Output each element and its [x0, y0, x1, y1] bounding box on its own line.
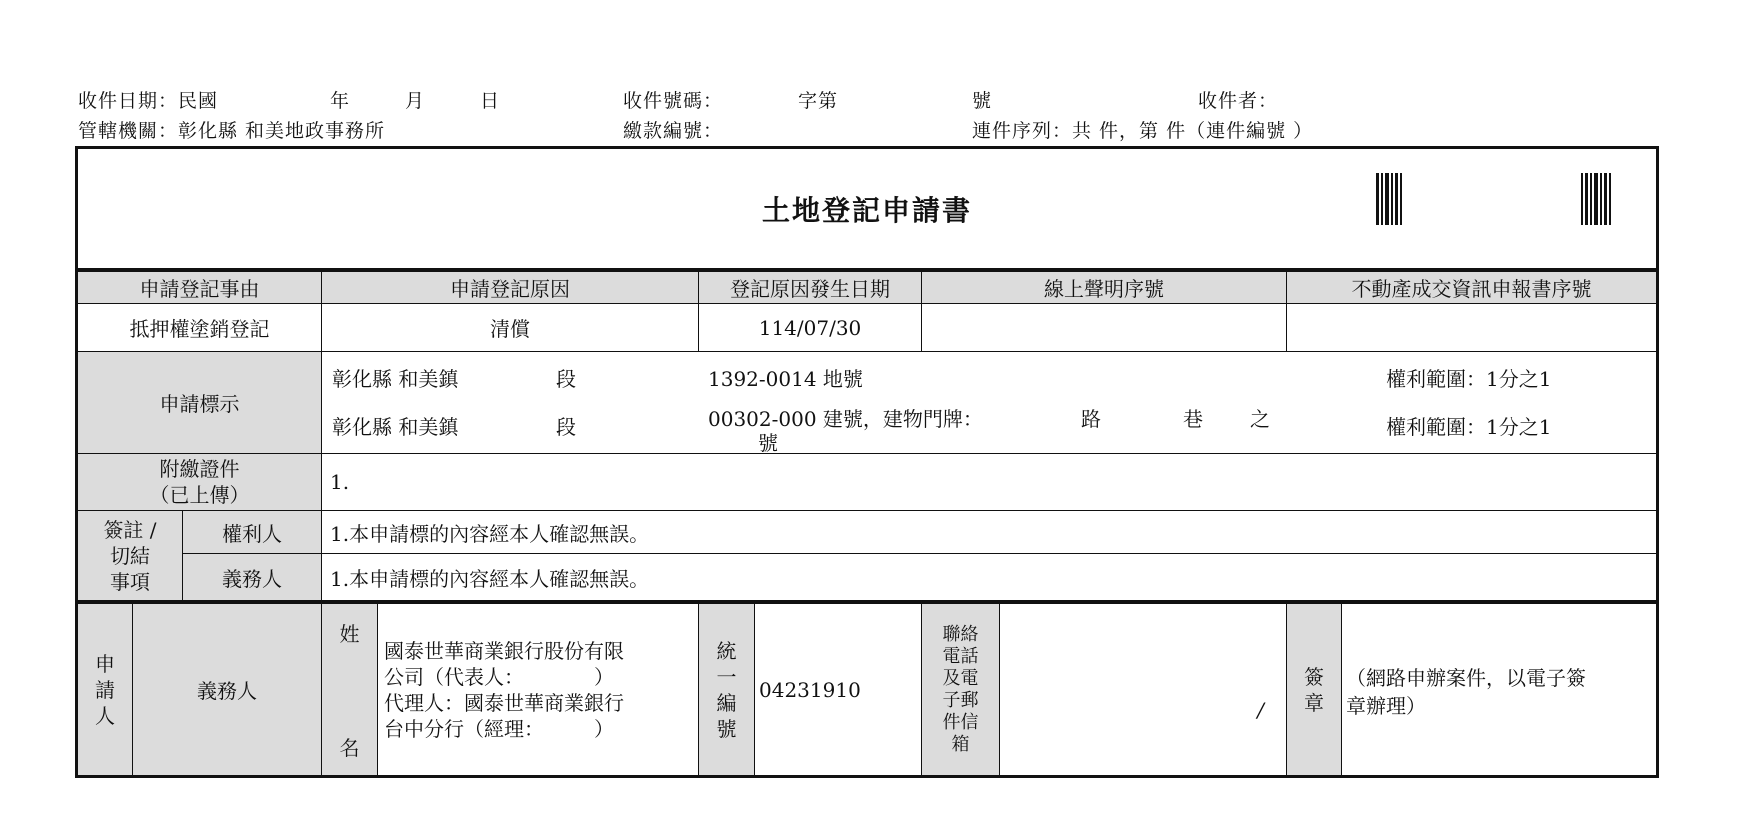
notes-label-line3: 事項: [110, 569, 150, 594]
target-1-place: 彰化縣 和美鎮: [332, 367, 459, 391]
target-2-scope: 權利範圍：1分之1: [1386, 415, 1552, 439]
name-line-1: 國泰世華商業銀行股份有限: [384, 638, 624, 663]
form-title: 土地登記申請書: [78, 149, 1656, 269]
rights-holder-note: 1.本申請標的內容經本人確認無誤。: [322, 511, 1656, 554]
receive-date-label: 收件日期：民國: [78, 90, 219, 112]
attachment-label-line2: （已上傳）: [149, 483, 250, 507]
target-2-end: 號: [758, 431, 778, 455]
land-registration-form: [75, 146, 1659, 778]
cause-value: 清償: [322, 304, 699, 352]
target-label: 申請標示: [78, 352, 322, 454]
name-line-3: 代理人：國泰世華商業銀行: [384, 690, 624, 715]
name-label: 姓 名: [322, 601, 378, 775]
receive-no-label: 收件號碼：: [623, 90, 724, 112]
reason-matter-value: 抵押權塗銷登記: [78, 304, 322, 352]
sign-value: （網路申辦案件，以電子簽 章辦理）: [1342, 601, 1656, 775]
header-date: 登記原因發生日期: [699, 269, 922, 304]
target-2-place: 彰化縣 和美鎮: [332, 415, 459, 439]
date-value: 114/07/30: [699, 304, 922, 352]
jurisdiction: 管轄機關：彰化縣 和美地政事務所: [78, 120, 386, 142]
day-label: 日: [480, 90, 501, 112]
name-value: [378, 601, 699, 775]
notes-label-line1: 簽註 /: [103, 517, 157, 542]
target-1-scope: 權利範圍：1分之1: [1386, 367, 1552, 391]
name-line-2: 公司（代表人： ）: [384, 664, 614, 689]
applicant-label: 申 請 人: [78, 601, 133, 775]
barcode-right: [1581, 173, 1613, 225]
payment-no-label: 繳款編號：: [623, 120, 724, 142]
barcode-left: [1376, 173, 1404, 225]
name-line-4: 台中分行（經理： ）: [384, 716, 614, 741]
contact-label: 聯絡 電話 及電 子郵 件信 箱: [922, 601, 1000, 775]
applicant-role: 義務人: [133, 601, 322, 775]
notes-label: [78, 511, 183, 601]
id-value: 04231910: [755, 601, 922, 775]
char-no-label: 字第: [798, 90, 839, 112]
hao-label: 號: [972, 90, 993, 112]
attachment-label-line1: 附繳證件: [159, 457, 240, 481]
attachment-value: 1.: [322, 454, 1656, 511]
header-online-no: 線上聲明序號: [922, 269, 1287, 304]
online-no-value: [922, 304, 1287, 352]
attachment-label: [78, 454, 322, 511]
target-2-number: 00302-000 建號，建物門牌：: [708, 407, 983, 431]
year-label: 年: [330, 90, 351, 112]
target-2-section: 段: [556, 415, 576, 439]
rights-holder-label: 權利人: [183, 511, 322, 554]
header-cause: 申請登記原因: [322, 269, 699, 304]
trade-no-value: [1287, 304, 1656, 352]
obligor-label: 義務人: [183, 554, 322, 601]
target-2-road: 路: [1081, 407, 1101, 431]
header-trade-no: 不動產成交資訊申報書序號: [1287, 269, 1656, 304]
obligor-note: 1.本申請標的內容經本人確認無誤。: [322, 554, 1656, 601]
contact-value: /: [1000, 601, 1287, 775]
id-label: 統 一 編 號: [699, 601, 755, 775]
receiver-label: 收件者：: [1198, 90, 1279, 112]
target-2-lane: 巷: [1183, 407, 1203, 431]
target-2-num: 之: [1250, 407, 1270, 431]
month-label: 月: [405, 90, 426, 112]
header-reason-matter: 申請登記事由: [78, 269, 322, 304]
target-1-section: 段: [556, 367, 576, 391]
notes-label-line2: 切結: [110, 543, 150, 568]
series-label: 連件序列：共 件，第 件（連件編號 ）: [972, 120, 1314, 142]
target-1-number: 1392-0014 地號: [708, 367, 863, 391]
sign-label: 簽 章: [1287, 601, 1342, 775]
